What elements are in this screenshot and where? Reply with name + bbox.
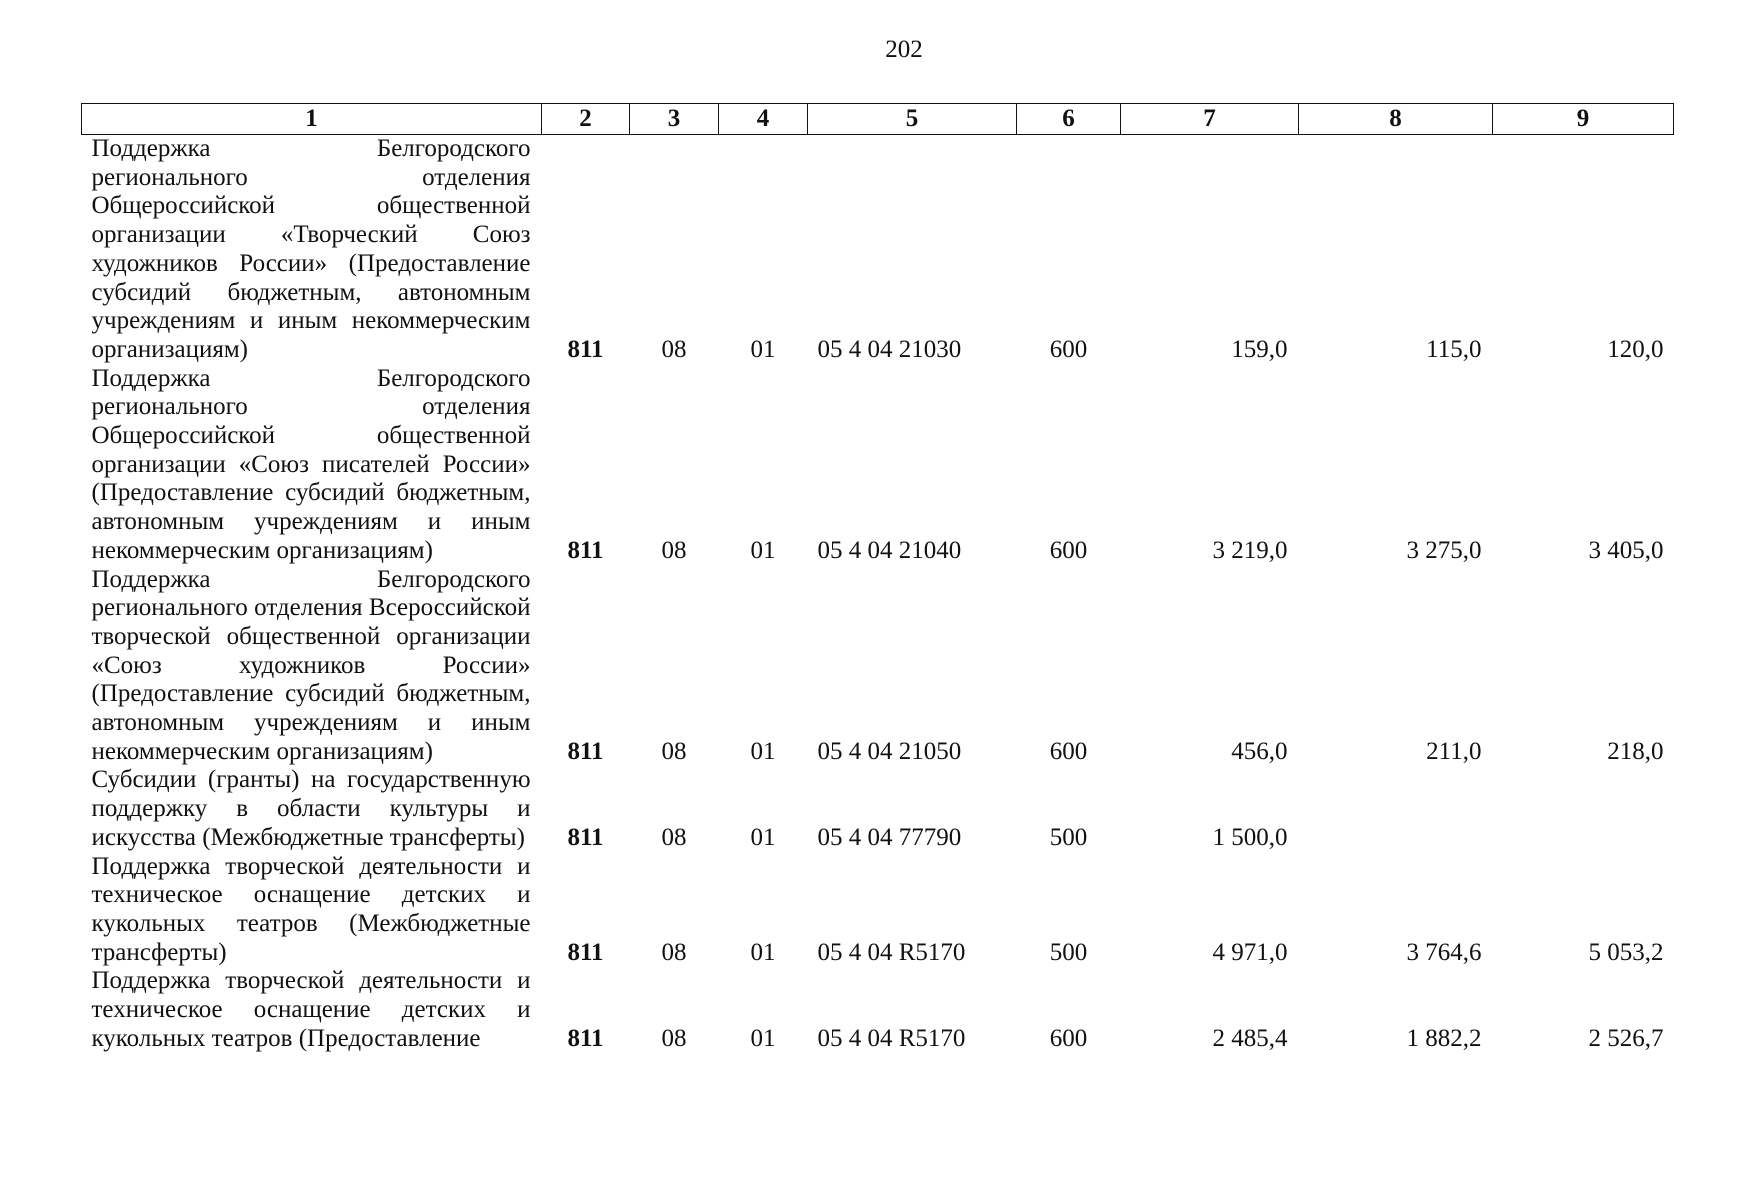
expense-type-code: 500 [1049, 823, 1088, 851]
column-header-5: 5 [808, 104, 1017, 135]
target-article-code: 05 4 04 77790 [817, 823, 962, 851]
amount-col-8: 1 882,2 [1406, 1024, 1482, 1052]
target-article-code: 05 4 04 21050 [817, 737, 962, 765]
ministry-code: 811 [567, 1024, 604, 1052]
amount-col-8: 3 275,0 [1406, 536, 1482, 564]
amount-col-8: 211,0 [1426, 737, 1482, 765]
column-header-1: 1 [82, 104, 542, 135]
amount-col-9: 218,0 [1607, 737, 1664, 765]
amount-col-7: 159,0 [1231, 335, 1288, 363]
table-row [82, 566, 1674, 767]
page-number: 202 [885, 36, 923, 63]
subsection-code: 01 [750, 823, 776, 851]
ministry-code: 811 [567, 536, 604, 564]
expense-type-code: 600 [1049, 1024, 1088, 1052]
amount-col-7: 2 485,4 [1212, 1024, 1288, 1052]
section-code: 08 [661, 938, 687, 966]
budget-table [81, 103, 1674, 1054]
row-description: Поддержка творческой деятельности и техническое оснащение детских и кукольных театров (Межбюджетные трансферты) [91, 852, 531, 966]
expense-type-code: 600 [1049, 536, 1088, 564]
amount-col-9: 5 053,2 [1588, 938, 1664, 966]
ministry-code: 811 [567, 938, 604, 966]
amount-col-8: 115,0 [1426, 335, 1482, 363]
column-header-3: 3 [630, 104, 719, 135]
target-article-code: 05 4 04 R5170 [817, 938, 966, 966]
column-header-8: 8 [1299, 104, 1493, 135]
table-row [82, 135, 1674, 365]
target-article-code: 05 4 04 21040 [817, 536, 962, 564]
section-code: 08 [661, 737, 687, 765]
amount-col-9: 2 526,7 [1588, 1024, 1664, 1052]
column-header-6: 6 [1017, 104, 1121, 135]
header-row [82, 104, 1674, 135]
section-code: 08 [661, 536, 687, 564]
column-header-4: 4 [719, 104, 808, 135]
target-article-code: 05 4 04 21030 [817, 335, 962, 363]
subsection-code: 01 [750, 938, 776, 966]
expense-type-code: 600 [1049, 737, 1088, 765]
subsection-code: 01 [750, 536, 776, 564]
table-row [82, 967, 1674, 1053]
ministry-code: 811 [567, 335, 604, 363]
expense-type-code: 500 [1049, 938, 1088, 966]
subsection-code: 01 [750, 335, 776, 363]
subsection-code: 01 [750, 1024, 776, 1052]
table-row [82, 766, 1674, 852]
table-row [82, 365, 1674, 566]
row-description: Поддержка Белгородского регионального отделения Общероссийской общественной организации «Творческий Союз художников России» (Предоставление субсидий бюджетным, автономным учреждениям и иным некоммерческим организациям) [91, 135, 531, 363]
amount-col-7: 4 971,0 [1212, 938, 1288, 966]
table-row [82, 853, 1674, 968]
column-header-2: 2 [542, 104, 630, 135]
amount-col-9: 3 405,0 [1588, 536, 1664, 564]
amount-col-9: 120,0 [1607, 335, 1664, 363]
table-header [82, 104, 1674, 135]
section-code: 08 [661, 823, 687, 851]
subsection-code: 01 [750, 737, 776, 765]
amount-col-7: 3 219,0 [1212, 536, 1288, 564]
expense-type-code: 600 [1049, 335, 1088, 363]
row-description: Субсидии (гранты) на государственную поддержку в области культуры и искусства (Межбюджетные трансферты) [91, 766, 531, 851]
section-code: 08 [661, 1024, 687, 1052]
amount-col-7: 456,0 [1231, 737, 1288, 765]
amount-col-9 [1493, 766, 1674, 852]
row-description: Поддержка творческой деятельности и техническое оснащение детских и кукольных театров (Предоставление [91, 967, 531, 1052]
amount-col-8: 3 764,6 [1406, 938, 1482, 966]
column-header-9: 9 [1493, 104, 1674, 135]
row-description: Поддержка Белгородского регионального отделения Общероссийской общественной организации «Союз писателей России» (Предоставление субсидий бюджетным, автономным учреждениям и иным некоммерческим организациям) [91, 364, 531, 564]
target-article-code: 05 4 04 R5170 [817, 1024, 966, 1052]
amount-col-8 [1299, 766, 1493, 852]
column-header-7: 7 [1121, 104, 1299, 135]
section-code: 08 [661, 335, 687, 363]
row-description: Поддержка Белгородского регионального отделения Всероссийской творческой общественной организации «Союз художников России» (Предоставление субсидий бюджетным, автономным учреждениям и иным некоммерческим организациям) [91, 565, 531, 765]
ministry-code: 811 [567, 823, 604, 851]
ministry-code: 811 [567, 737, 604, 765]
amount-col-7: 1 500,0 [1212, 823, 1288, 851]
table-body [82, 135, 1674, 1054]
